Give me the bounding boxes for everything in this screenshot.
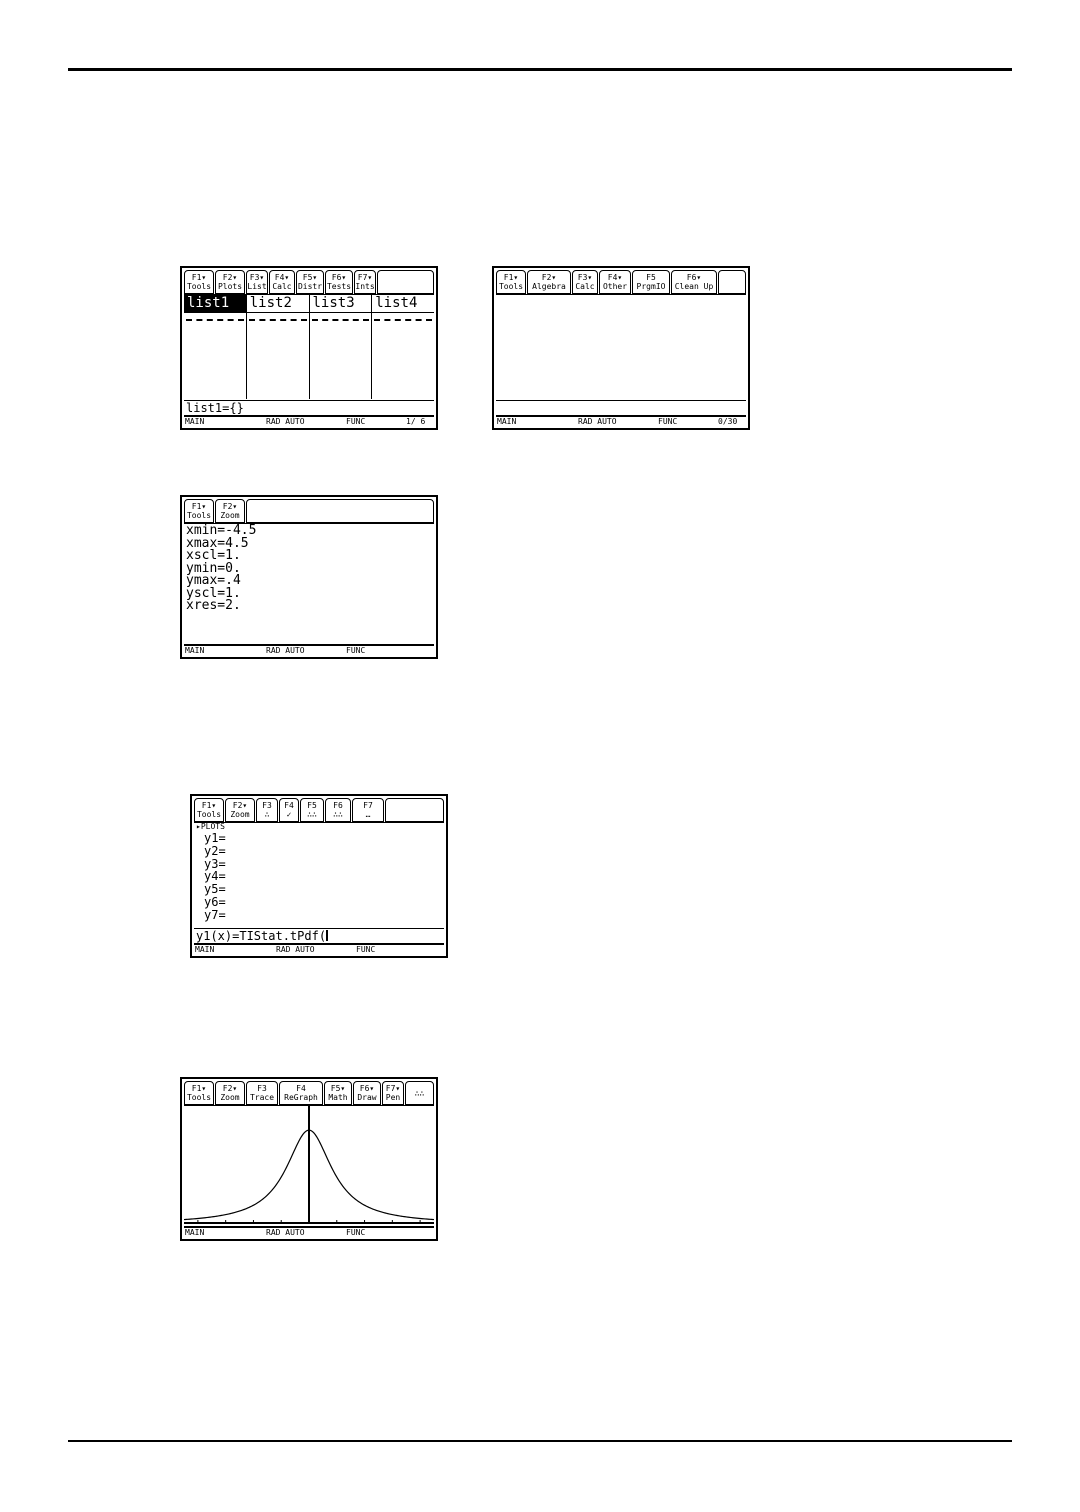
f2-plots-menu[interactable]: F2▾ Plots (215, 270, 245, 294)
column-header[interactable]: list4 (372, 295, 434, 313)
f5-prgmio-menu[interactable]: F5 PrgmIO (632, 270, 670, 294)
f1-tools-menu[interactable]: F1▾ Tools (194, 798, 224, 822)
window-var-ymin[interactable]: ymin=0. (186, 560, 241, 576)
f2-zoom-menu[interactable]: F2▾ Zoom (225, 798, 255, 822)
f4-select-menu[interactable]: F4 ✓ (279, 798, 299, 822)
dots-icon: ∴∴ (333, 810, 343, 819)
f5-math-menu[interactable]: F5▾ Math (324, 1081, 352, 1105)
graph-plot (184, 1106, 434, 1224)
empty-cell (312, 319, 370, 321)
f2-zoom-menu[interactable]: F2▾ Zoom (215, 1081, 245, 1105)
status-mode: RAD AUTO (266, 646, 305, 655)
dots-icon: ∴∴ (307, 810, 317, 819)
status-bar (184, 415, 434, 428)
status-bar (194, 943, 444, 956)
status-info: 1/ 6 (406, 417, 426, 426)
f7-ints-menu[interactable]: F7▾ Ints (354, 270, 376, 294)
list-editor-screen (180, 266, 438, 430)
function-y6[interactable]: y6= (204, 894, 226, 909)
window-var-yscl[interactable]: yscl=1. (186, 585, 241, 601)
status-folder: MAIN (185, 646, 205, 655)
status-graph-mode: FUNC (346, 417, 366, 426)
toolbar-filler (377, 270, 434, 294)
f6-draw-menu[interactable]: F6▾ Draw (353, 1081, 381, 1105)
function-y2[interactable]: y2= (204, 843, 226, 858)
window-editor-screen (180, 495, 438, 659)
status-bar (184, 1226, 434, 1239)
toolbar (184, 1081, 434, 1106)
list-column[interactable] (372, 295, 434, 399)
status-folder: MAIN (185, 1228, 205, 1237)
status-info: 0/30 (718, 417, 738, 426)
column-header[interactable]: list3 (310, 295, 372, 313)
dots-icon: ∴ (264, 810, 270, 819)
entry-text: y1(x)=TIStat.tPdf( (196, 929, 327, 943)
function-y3[interactable]: y3= (204, 856, 226, 871)
window-var-xscl[interactable]: xscl=1. (186, 548, 241, 563)
bottom-rule (68, 1440, 1012, 1442)
dots-icon: ∴∴ (414, 1088, 425, 1098)
f4-calc-menu[interactable]: F4▾ Calc (269, 270, 295, 294)
column-header[interactable]: list2 (247, 295, 309, 313)
window-var-ymax[interactable]: ymax=.4 (186, 573, 241, 588)
f2-algebra-menu[interactable]: F2▾ Algebra (527, 270, 571, 294)
status-folder: MAIN (185, 417, 205, 426)
toolbar (496, 270, 746, 295)
window-var-xmin[interactable]: xmin=-4.5 (186, 523, 257, 538)
f5-distr-menu[interactable]: F5▾ Distr (296, 270, 324, 294)
toolbar (184, 270, 434, 295)
status-mode: RAD AUTO (266, 1228, 305, 1237)
entry-line[interactable]: list1={} (184, 400, 434, 415)
toolbar (184, 499, 434, 524)
f6-tests-menu[interactable]: F6▾ Tests (325, 270, 353, 294)
f6-style-menu[interactable]: F6 ∴∴ (325, 798, 351, 822)
f6-cleanup-menu[interactable]: F6▾ Clean Up (671, 270, 717, 294)
status-mode: RAD AUTO (276, 945, 315, 954)
graph-screen (180, 1077, 438, 1241)
f1-tools-menu[interactable]: F1▾ Tools (184, 1081, 214, 1105)
plots-label[interactable]: ▸PLOTS (196, 822, 225, 831)
empty-cell (249, 319, 307, 321)
entry-line[interactable] (194, 928, 444, 943)
status-bar (184, 644, 434, 657)
y-editor-screen (190, 794, 448, 958)
empty-cell (374, 319, 432, 321)
toolbar-filler (718, 270, 746, 294)
list-column[interactable] (184, 295, 247, 399)
window-var-xres[interactable]: xres=2. (186, 598, 241, 613)
f7-pen-menu[interactable]: F7▾ Pen (382, 1081, 404, 1105)
function-y7[interactable]: y7= (204, 907, 226, 922)
f1-tools-menu[interactable]: F1▾ Tools (184, 270, 214, 294)
status-graph-mode: FUNC (346, 1228, 366, 1237)
f3-calc-menu[interactable]: F3▾ Calc (572, 270, 598, 294)
text-cursor (326, 930, 328, 941)
f1-tools-menu[interactable]: F1▾ Tools (496, 270, 526, 294)
toolbar-filler (246, 499, 434, 523)
f3-list-menu[interactable]: F3▾ List (246, 270, 268, 294)
status-bar (496, 415, 746, 428)
entry-line[interactable] (496, 400, 746, 415)
status-folder: MAIN (497, 417, 517, 426)
checkmark-icon: ✓ (286, 810, 292, 819)
list-column[interactable] (310, 295, 373, 399)
function-y4[interactable]: y4= (204, 869, 226, 884)
f5-menu[interactable]: F5 ∴∴ (300, 798, 324, 822)
status-graph-mode: FUNC (356, 945, 376, 954)
dots-icon: … (365, 810, 371, 819)
home-screen (492, 266, 750, 430)
status-folder: MAIN (195, 945, 215, 954)
list-column[interactable] (247, 295, 310, 399)
status-mode: RAD AUTO (266, 417, 305, 426)
empty-cell (186, 319, 244, 321)
f3-edit-plot-menu[interactable]: F3 ∴ (256, 798, 278, 822)
column-header[interactable]: list1 (184, 295, 246, 313)
list-columns (184, 295, 434, 399)
function-list (196, 822, 226, 922)
status-graph-mode: FUNC (658, 417, 678, 426)
f4-regraph-button[interactable]: F4 ReGraph (279, 1081, 323, 1105)
function-y1[interactable]: y1= (204, 831, 226, 845)
toolbar-filler (385, 798, 444, 822)
window-variables (186, 525, 256, 613)
toolbar (194, 798, 444, 823)
top-rule (68, 68, 1012, 71)
f8-menu[interactable] (405, 1081, 434, 1105)
f7-menu[interactable]: F7 … (352, 798, 384, 822)
f2-zoom-menu[interactable]: F2▾ Zoom (215, 499, 245, 523)
f1-tools-menu[interactable]: F1▾ Tools (184, 499, 214, 523)
f3-trace-button[interactable]: F3 Trace (246, 1081, 278, 1105)
status-mode: RAD AUTO (578, 417, 617, 426)
function-y5[interactable]: y5= (204, 882, 226, 897)
window-var-xmax[interactable]: xmax=4.5 (186, 535, 249, 551)
f4-other-menu[interactable]: F4▾ Other (599, 270, 631, 294)
status-graph-mode: FUNC (346, 646, 366, 655)
